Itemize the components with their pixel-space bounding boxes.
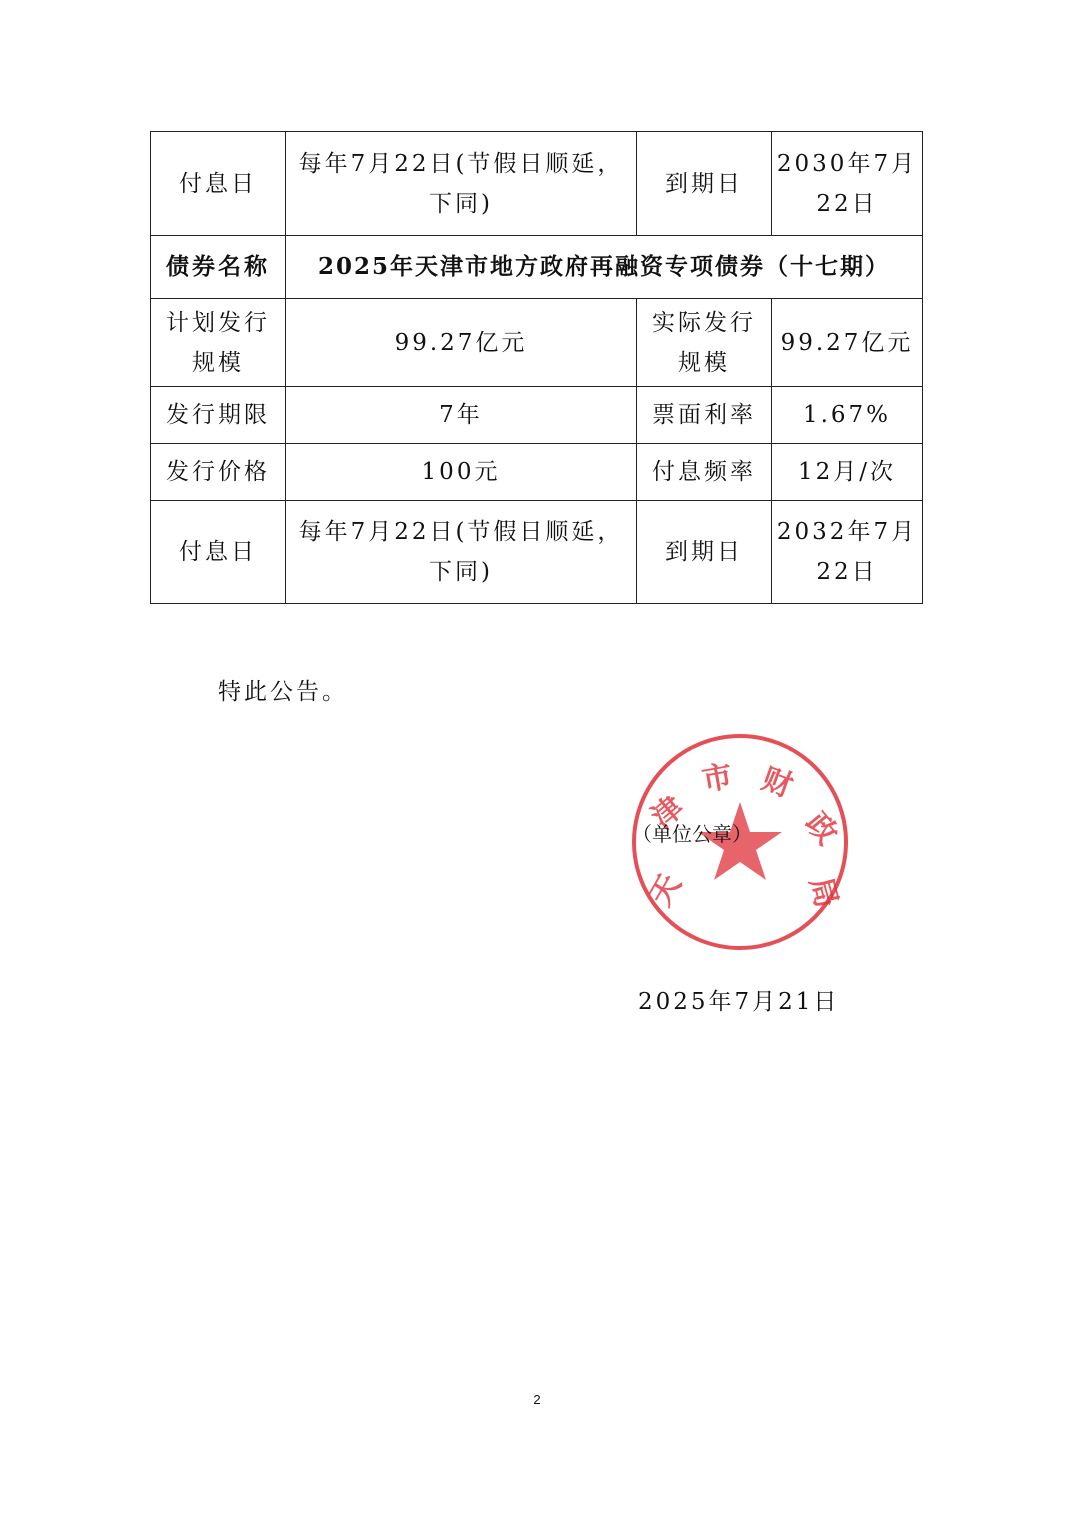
value-cell: 1.67% xyxy=(772,387,923,444)
label-cell: 实际发行规模 xyxy=(637,299,772,387)
value-cell: 每年7月22日(节假日顺延，下同) xyxy=(286,501,637,604)
table-row xyxy=(151,132,923,236)
value-cell: 7年 xyxy=(286,387,637,444)
label-cell: 付息日 xyxy=(151,132,286,236)
label-cell: 到期日 xyxy=(637,501,772,604)
value-cell: 每年7月22日(节假日顺延，下同) xyxy=(286,132,637,236)
bond-name-label: 债券名称 xyxy=(151,236,286,299)
seal-label: （单位公章） xyxy=(632,822,752,846)
bond-table xyxy=(150,131,923,604)
label-cell: 到期日 xyxy=(637,132,772,236)
label-cell: 发行价格 xyxy=(151,444,286,501)
value-cell: 99.27亿元 xyxy=(772,299,923,387)
svg-text:市: 市 xyxy=(699,758,736,799)
issue-date: 2025年7月21日 xyxy=(638,989,840,1015)
label-cell: 付息日 xyxy=(151,501,286,604)
svg-text:局: 局 xyxy=(802,873,844,912)
table-row xyxy=(151,299,923,387)
svg-text:财: 财 xyxy=(757,761,798,805)
bond-name: 2025年天津市地方政府再融资专项债券（十七期） xyxy=(286,236,923,299)
value-cell: 12月/次 xyxy=(772,444,923,501)
svg-text:政: 政 xyxy=(798,806,845,852)
table-row xyxy=(151,236,923,299)
page-number: 2 xyxy=(533,1392,541,1407)
svg-text:天: 天 xyxy=(643,868,689,912)
label-cell: 付息频率 xyxy=(637,444,772,501)
table-row xyxy=(151,501,923,604)
label-cell: 票面利率 xyxy=(637,387,772,444)
table-row xyxy=(151,387,923,444)
table-row xyxy=(151,444,923,501)
value-cell: 2030年7月22日 xyxy=(772,132,923,236)
value-cell: 2032年7月22日 xyxy=(772,501,923,604)
value-cell: 100元 xyxy=(286,444,637,501)
label-cell: 计划发行规模 xyxy=(151,299,286,387)
label-cell: 发行期限 xyxy=(151,387,286,444)
value-cell: 99.27亿元 xyxy=(286,299,637,387)
svg-text:津: 津 xyxy=(645,789,691,836)
closing-notice: 特此公告。 xyxy=(218,679,348,705)
